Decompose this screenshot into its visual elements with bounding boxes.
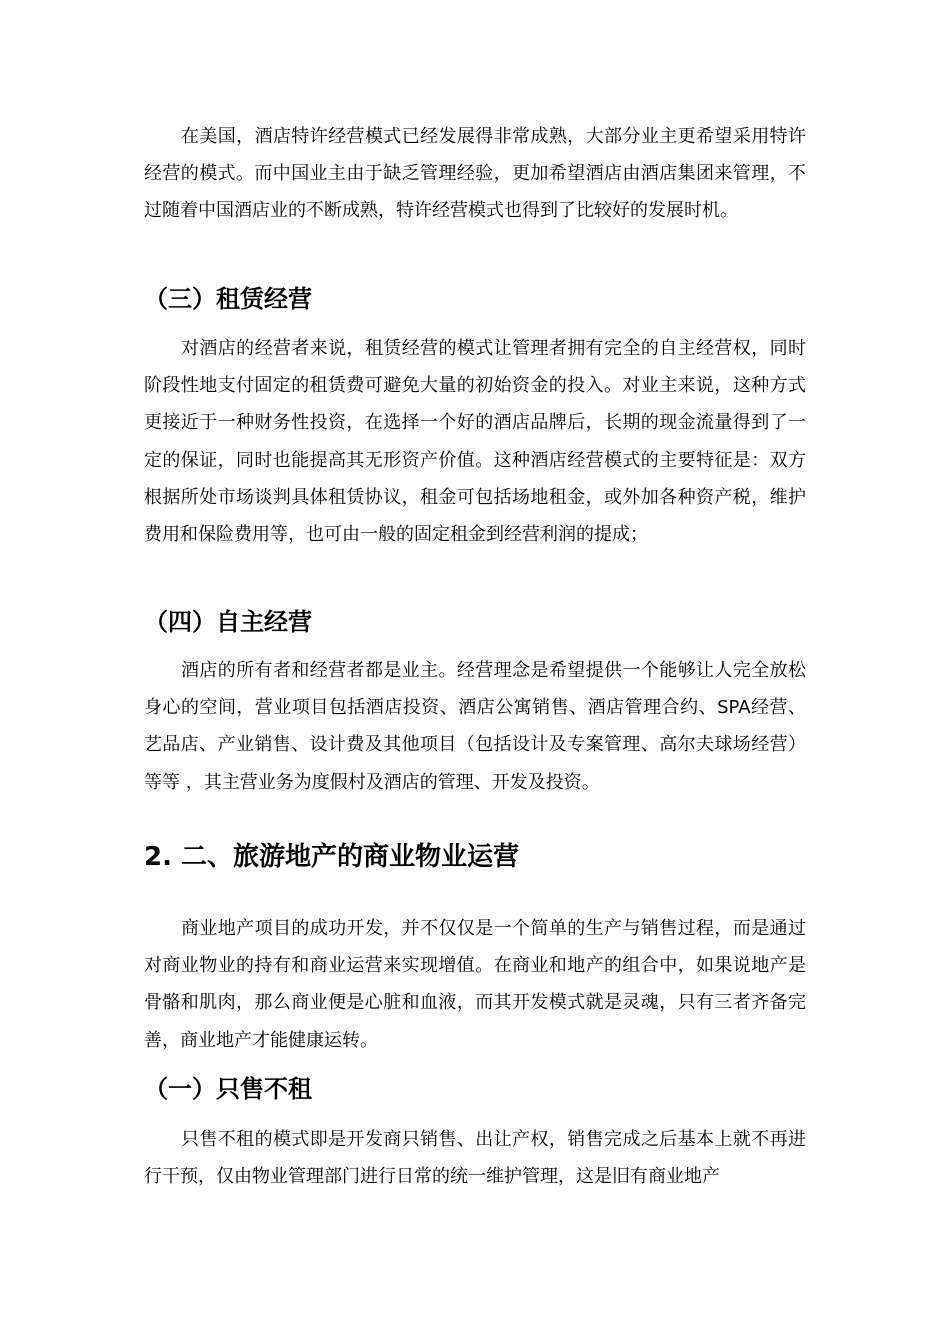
paragraph-commercial-intro: 商业地产项目的成功开发，并不仅仅是一个简单的生产与销售过程，而是通过对商业物业的持有和商业运营来实现增值。在商业和地产的组合中，如果说地产是骨骼和肌肉，那么商业便是心脏和血液，而其开发模式就是灵魂，只有三者齐备完善，商业地产才能健康运转。 — [144, 918, 806, 1051]
heading-section-2: 2. 二、旅游地产的商业物业运营 — [144, 842, 520, 872]
paragraph-franchise: 在美国，酒店特许经营模式已经发展得非常成熟，大部分业主更希望采用特许经营的模式。而中国业主由于缺乏管理经验，更加希望酒店由酒店集团来管理，不过随着中国酒店业的不断成熟，特许经营模式也得到了比较好的发展时机。 — [144, 126, 806, 222]
paragraph-self-operation: 酒店的所有者和经营者都是业主。经营理念是希望提供一个能够让人完全放松身心的空间，营业项目包括酒店投资、酒店公寓销售、酒店管理合约、SPA经营、艺品店、产业销售、设计费及其他项目（包括设计及专案管理、高尔夫球场经营）等等 ，其主营业务为度假村及酒店的管理、开发及投资。 — [144, 660, 806, 793]
heading-sell-only: （一）只售不租 — [144, 1075, 312, 1103]
heading-self-operation: （四）自主经营 — [144, 608, 312, 636]
paragraph-lease: 对酒店的经营者来说，租赁经营的模式让管理者拥有完全的自主经营权，同时阶段性地支付固定的租赁费可避免大量的初始资金的投入。对业主来说，这种方式更接近于一种财务性投资，在选择一个好的酒店品牌后，长期的现金流量得到了一定的保证，同时也能提高其无形资产价值。这种酒店经营模式的主要特征是：双方根据所处市场谈判具体租赁协议，租金可包括场地租金，或外加各种资产税，维护费用和保险费用等，也可由一般的固定租金到经营利润的提成； — [144, 338, 806, 546]
heading-lease-operation: （三）租赁经营 — [144, 285, 312, 313]
paragraph-sell-only: 只售不租的模式即是开发商只销售、出让产权，销售完成之后基本上就不再进行干预，仅由物业管理部门进行日常的统一维护管理，这是旧有商业地产 — [144, 1129, 806, 1188]
